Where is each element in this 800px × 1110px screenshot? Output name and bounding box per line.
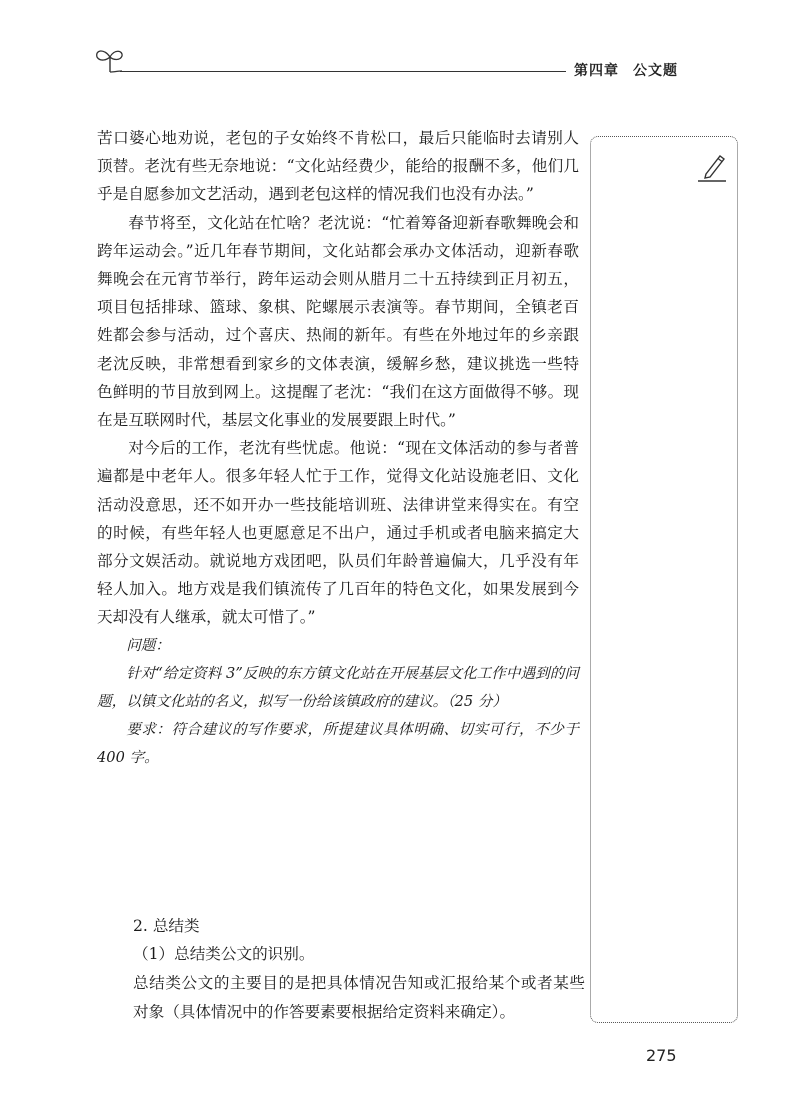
chapter-title: 公文题 <box>633 63 678 79</box>
main-text <box>97 124 579 773</box>
page-number: 275 <box>646 1046 677 1065</box>
question-text: 针对“给定资料 3”反映的东方镇文化站在开展基层文化工作中遇到的问题，以镇文化站的名义，拟写一份给该镇政府的建议。（25 分） <box>97 664 579 711</box>
section-body <box>133 940 585 1027</box>
notes-margin-box <box>590 136 738 1023</box>
section-title: 2. 总结类 <box>133 917 200 935</box>
section-subtitle: （1）总结类公文的识别。 <box>133 945 315 963</box>
paragraph-1: 苦口婆心地劝说，老包的子女始终不肯松口，最后只能临时去请别人顶替。老沈有些无奈地说：“文化站经费少，能给的报酬不多，他们几乎是自愿参加文艺活动，遇到老包这样的情况我们也没有办法。” <box>97 129 579 204</box>
sprout-icon <box>92 44 128 74</box>
pencil-icon <box>696 150 728 184</box>
question-label: 问题： <box>126 636 170 654</box>
chapter-number: 第四章 <box>574 63 619 79</box>
paragraph-3: 对今后的工作，老沈有些忧虑。他说：“现在文体活动的参与者普遍都是中老年人。很多年轻人忙于工作，觉得文化站设施老旧、文化活动没意思，还不如开办一些技能培训班、法律讲堂来得实在。有空的时候，有些年轻人也更愿意足不出户，通过手机或者电脑来搞定大部分文娱活动。就说地方戏团吧，队员们年龄普遍偏大，几乎没有年轻人加入。地方戏是我们镇流传了几百年的特色文化，如果发展到今天却没有人继承，就太可惜了。” <box>97 439 579 627</box>
chapter-header <box>574 60 678 80</box>
paragraph-2: 春节将至，文化站在忙啥？老沈说：“忙着筹备迎新春歌舞晚会和跨年运动会。”近几年春节期间，文化站都会承办文体活动，迎新春歌舞晚会在元宵节举行，跨年运动会则从腊月二十五持续到正月初五，项目包括排球、篮球、象棋、陀螺展示表演等。春节期间，全镇老百姓都会参与活动，过个喜庆、热闹的新年。有些在外地过年的乡亲跟老沈反映，非常想看到家乡的文体表演，缓解乡愁，建议挑选一些特色鲜明的节目放到网上。这提醒了老沈：“我们在这方面做得不够。现在是互联网时代，基层文化事业的发展要跟上时代。” <box>97 213 579 430</box>
header-rule <box>120 71 566 72</box>
section-paragraph: 总结类公文的主要目的是把具体情况告知或汇报给某个或者某些对象（具体情况中的作答要素要根据给定资料来确定）。 <box>133 974 585 1021</box>
requirement-text: 要求：符合建议的写作要求，所提建议具体明确、切实可行，不少于 400 字。 <box>97 721 579 767</box>
